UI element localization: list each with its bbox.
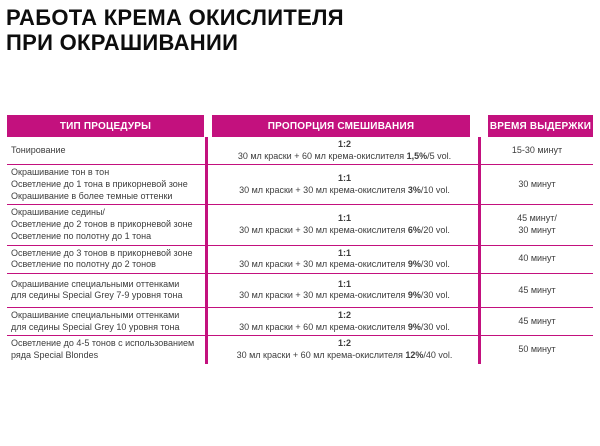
- page-title: [6, 5, 344, 55]
- mix-formula-prefix: 30 мл краски + 30 мл крема-окислителя: [239, 290, 408, 301]
- mix-ratio: 1:2: [337, 139, 351, 149]
- time-line: 45 минут: [518, 284, 556, 295]
- page-title-line2: ПРИ ОКРАШИВАНИИ: [6, 30, 239, 55]
- procedure-cell: [7, 137, 208, 164]
- oxidizer-table: [7, 115, 593, 364]
- table-row: [7, 137, 593, 165]
- mix-ratio: 1:1: [337, 278, 351, 289]
- procedure-line: Окрашивание тон в тон: [11, 167, 110, 178]
- mix-formula-prefix: 30 мл краски + 30 мл крема-окислителя: [239, 259, 408, 270]
- table-row: [7, 274, 593, 308]
- time-line: 45 минут/: [517, 213, 557, 224]
- mix-formula-suffix: /30 vol.: [420, 290, 450, 301]
- mix-strength: 9%: [407, 259, 421, 270]
- procedure-line: Осветление до 4-5 тонов с использованием: [11, 338, 195, 349]
- procedure-line: Тонирование: [11, 144, 66, 155]
- table-header-row: [7, 115, 593, 137]
- mix-strength: 1,5%: [406, 150, 428, 161]
- table-row: [7, 246, 593, 274]
- procedure-line: для седины Special Grey 7-9 уровня тона: [11, 290, 183, 301]
- mix-cell: [208, 137, 481, 164]
- mix-cell: [208, 246, 481, 273]
- mix-formula: [239, 322, 450, 334]
- procedure-cell: [7, 308, 208, 335]
- procedure-cell: [7, 274, 208, 307]
- column-header-processing-time: ВРЕМЯ ВЫДЕРЖКИ: [488, 115, 593, 137]
- mix-cell: [208, 308, 481, 335]
- column-divider: [478, 137, 481, 364]
- mix-formula: [239, 290, 450, 302]
- procedure-line: Осветление до 1 тона в прикорневой зоне: [11, 179, 188, 190]
- mix-formula-suffix: /5 vol.: [427, 150, 452, 161]
- mix-cell: [208, 336, 481, 363]
- mix-formula: [238, 151, 451, 163]
- time-line: 45 минут: [518, 315, 556, 326]
- procedure-cell: [7, 246, 208, 273]
- mix-strength: 9%: [407, 290, 421, 301]
- table-row: [7, 336, 593, 363]
- procedure-line: Осветление до 2 тонов в прикорневой зоне: [11, 219, 193, 230]
- time-line: 50 минут: [518, 344, 556, 355]
- mix-cell: [208, 274, 481, 307]
- procedure-line: Окрашивание специальными оттенками: [11, 278, 180, 289]
- time-line: 30 минут: [518, 179, 556, 190]
- table-row: [7, 165, 593, 205]
- time-cell: [481, 274, 593, 307]
- time-cell: [481, 205, 593, 244]
- page-title-line1: РАБОТА КРЕМА ОКИСЛИТЕЛЯ: [6, 5, 344, 30]
- mix-ratio: 1:2: [337, 338, 351, 349]
- mix-formula-suffix: /20 vol.: [420, 224, 450, 235]
- procedure-line: Осветление до 3 тонов в прикорневой зоне: [11, 247, 193, 258]
- mix-ratio: 1:1: [337, 173, 351, 184]
- mix-formula-suffix: /30 vol.: [420, 321, 450, 332]
- mix-formula: [239, 225, 450, 237]
- procedure-line: Осветление по полотну до 2 тонов: [11, 259, 156, 270]
- time-line: 15-30 минут: [511, 144, 563, 155]
- mix-formula: [239, 259, 450, 271]
- mix-formula-suffix: /30 vol.: [420, 259, 450, 270]
- mix-ratio: 1:1: [337, 247, 351, 258]
- mix-strength: 12%: [405, 349, 424, 360]
- mix-formula-prefix: 30 мл краски + 60 мл крема-окислителя: [236, 349, 406, 360]
- mix-strength: 9%: [407, 321, 421, 332]
- mix-formula-prefix: 30 мл краски + 60 мл крема-окислителя: [239, 321, 408, 332]
- column-header-mixing-ratio: ПРОПОРЦИЯ СМЕШИВАНИЯ: [212, 115, 470, 137]
- procedure-line: Осветление по полотну до 1 тона: [11, 230, 152, 241]
- procedure-line: Окрашивание седины/: [11, 207, 105, 218]
- procedure-cell: [7, 336, 208, 363]
- time-cell: [481, 308, 593, 335]
- procedure-cell: [7, 205, 208, 244]
- mix-formula-prefix: 30 мл краски + 30 мл крема-окислителя: [239, 224, 408, 235]
- time-cell: [481, 165, 593, 204]
- table-body: [7, 137, 593, 364]
- column-divider: [205, 137, 208, 364]
- time-cell: [481, 137, 593, 164]
- mix-strength: 6%: [407, 224, 421, 235]
- mix-ratio: 1:2: [337, 309, 351, 320]
- mix-cell: [208, 205, 481, 244]
- time-cell: [481, 336, 593, 363]
- mix-strength: 3%: [407, 184, 421, 195]
- table-row: [7, 205, 593, 245]
- procedure-line: Окрашивание специальными оттенками: [11, 309, 180, 320]
- mix-formula-suffix: /10 vol.: [420, 184, 450, 195]
- procedure-line: Окрашивание в более темные оттенки: [11, 190, 173, 201]
- mix-formula-suffix: /40 vol.: [423, 349, 453, 360]
- mix-formula-prefix: 30 мл краски + 30 мл крема-окислителя: [239, 184, 408, 195]
- time-line: 30 минут: [518, 224, 556, 235]
- table-row: [7, 308, 593, 336]
- column-header-procedure: ТИП ПРОЦЕДУРЫ: [7, 115, 204, 137]
- procedure-line: для седины Special Grey 10 уровня тона: [11, 321, 180, 332]
- procedure-line: ряда Special Blondes: [11, 349, 99, 360]
- mix-ratio: 1:1: [337, 213, 351, 224]
- mix-formula: [237, 350, 453, 362]
- time-line: 40 минут: [518, 253, 556, 264]
- mix-cell: [208, 165, 481, 204]
- time-cell: [481, 246, 593, 273]
- mix-formula-prefix: 30 мл краски + 60 мл крема-окислителя: [237, 150, 407, 161]
- mix-formula: [239, 185, 450, 197]
- procedure-cell: [7, 165, 208, 204]
